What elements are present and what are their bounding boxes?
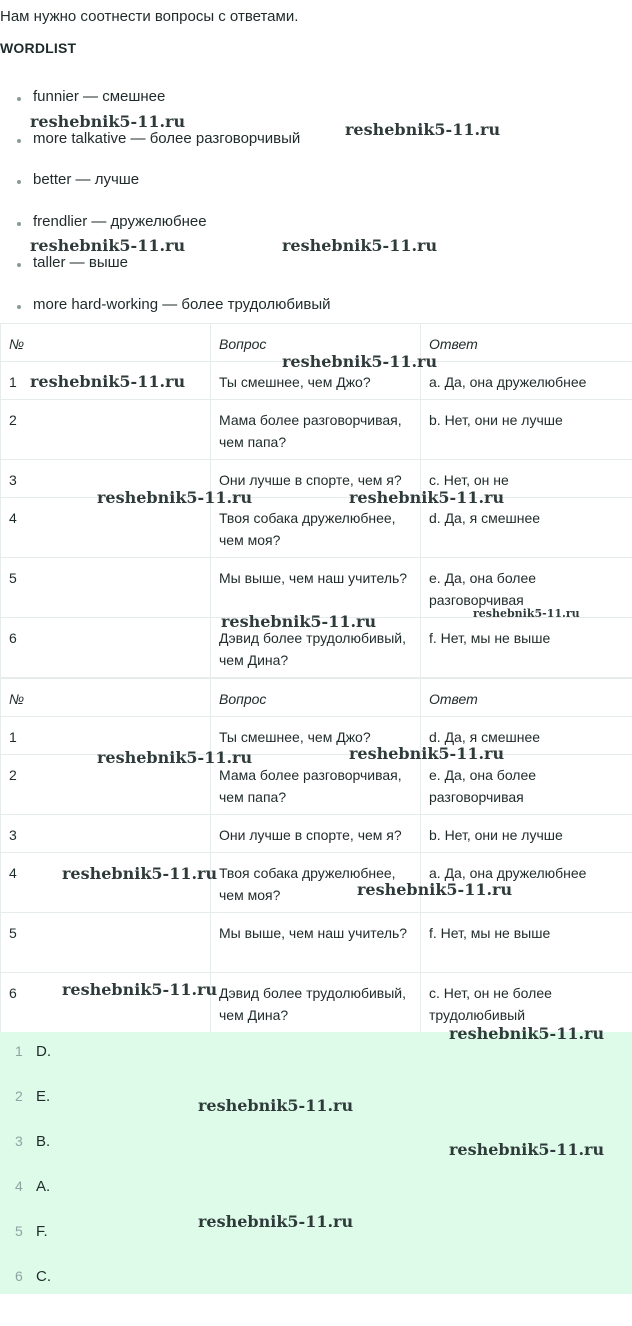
answer-line-number: 6 [15,1268,23,1284]
answer-line-number: 2 [15,1088,23,1104]
cell-answer: c. Нет, он не [421,460,632,498]
watermark: reshebnik5-11.ru [198,1096,354,1115]
answer-block [0,1032,632,1294]
header-question: Вопрос [211,324,421,362]
cell-number: 1 [1,362,211,400]
cell-number: 1 [1,717,211,755]
cell-question: Мама более разговорчивая, чем папа? [211,755,421,815]
header-answer: Ответ [421,679,632,717]
answer-line-value: C. [36,1268,51,1285]
cell-number: 2 [1,400,211,460]
cell-question: Дэвид более трудолюбивый, чем Дина? [211,618,421,678]
cell-answer: f. Нет, мы не выше [421,618,632,678]
cell-number: 6 [1,973,211,1033]
wordlist-item: frendlier — дружелюбнее [0,213,632,255]
answer-line-value: D. [36,1043,51,1060]
header-answer: Ответ [421,324,632,362]
answer-line-value: E. [36,1088,51,1105]
cell-question: Твоя собака дружелюбнее, чем моя? [211,498,421,558]
cell-number: 5 [1,913,211,973]
wordlist-item: taller — выше [0,254,632,296]
watermark: reshebnik5-11.ru [30,236,186,255]
cell-question: Ты смешнее, чем Джо? [211,717,421,755]
watermark: reshebnik5-11.ru [449,1140,605,1159]
header-number: № [1,324,211,362]
table-row [1,755,632,815]
table-row [1,498,632,558]
table-header-row [1,679,632,717]
watermark: reshebnik5-11.ru [97,748,253,767]
watermark: reshebnik5-11.ru [357,880,513,899]
watermark: reshebnik5-11.ru [221,612,377,631]
watermark: reshebnik5-11.ru [449,1024,605,1043]
answer-line-value: A. [36,1178,51,1195]
cell-question: Они лучше в спорте, чем я? [211,460,421,498]
matching-table-questions [0,323,632,678]
wordlist-item: better — лучше [0,171,632,213]
table-row [1,913,632,973]
cell-question: Ты смешнее, чем Джо? [211,362,421,400]
cell-number: 4 [1,498,211,558]
table-row [1,460,632,498]
watermark: reshebnik5-11.ru [30,372,186,391]
wordlist-item: funnier — смешнее [0,88,632,130]
cell-answer: c. Нет, он не более трудолюбивый [421,973,632,1033]
watermark: reshebnik5-11.ru [349,744,505,763]
cell-question: Мама более разговорчивая, чем папа? [211,400,421,460]
matching-table-solution [0,678,632,1033]
table-row [1,815,632,853]
answer-line-number: 3 [15,1133,23,1149]
cell-answer: a. Да, она дружелюбнее [421,853,632,913]
cell-number: 6 [1,618,211,678]
cell-answer: d. Да, я смешнее [421,498,632,558]
watermark: reshebnik5-11.ru [345,120,501,139]
cell-question: Они лучше в спорте, чем я? [211,815,421,853]
table-row [1,558,632,618]
cell-number: 4 [1,853,211,913]
answer-line-value: F. [36,1223,48,1240]
watermark: reshebnik5-11.ru [473,607,580,620]
answer-line-number: 1 [15,1043,23,1059]
cell-number: 5 [1,558,211,618]
table-row [1,618,632,678]
watermark: reshebnik5-11.ru [97,488,253,507]
header-question: Вопрос [211,679,421,717]
cell-question: Мы выше, чем наш учитель? [211,558,421,618]
watermark: reshebnik5-11.ru [62,864,218,883]
cell-number: 3 [1,460,211,498]
table-row [1,400,632,460]
table-row [1,853,632,913]
wordlist [0,88,632,338]
table-row [1,362,632,400]
cell-answer: f. Нет, мы не выше [421,913,632,973]
cell-number: 2 [1,755,211,815]
table-header-row [1,324,632,362]
cell-answer: e. Да, она более разговорчивая [421,558,632,618]
cell-question: Твоя собака дружелюбнее, чем моя? [211,853,421,913]
answer-line-number: 4 [15,1178,23,1194]
table-row [1,973,632,1033]
watermark: reshebnik5-11.ru [349,488,505,507]
watermark: reshebnik5-11.ru [62,980,218,999]
answer-line-number: 5 [15,1223,23,1239]
cell-question: Мы выше, чем наш учитель? [211,913,421,973]
table-row [1,717,632,755]
cell-question: Дэвид более трудолюбивый, чем Дина? [211,973,421,1033]
cell-answer: b. Нет, они не лучше [421,400,632,460]
watermark: reshebnik5-11.ru [282,352,438,371]
cell-answer: d. Да, я смешнее [421,717,632,755]
watermark: reshebnik5-11.ru [198,1212,354,1231]
wordlist-title: WORDLIST [0,40,77,56]
answer-line-value: B. [36,1133,51,1150]
watermark: reshebnik5-11.ru [30,112,186,131]
cell-number: 3 [1,815,211,853]
header-number: № [1,679,211,717]
cell-answer: e. Да, она более разговорчивая [421,755,632,815]
wordlist-item: more hard-working — более трудолюбивый [0,296,632,338]
cell-answer: a. Да, она дружелюбнее [421,362,632,400]
intro-text: Нам нужно соотнести вопросы с ответами. [0,8,299,25]
watermark: reshebnik5-11.ru [282,236,438,255]
cell-answer: b. Нет, они не лучше [421,815,632,853]
wordlist-item: more talkative — более разговорчивый [0,130,632,172]
